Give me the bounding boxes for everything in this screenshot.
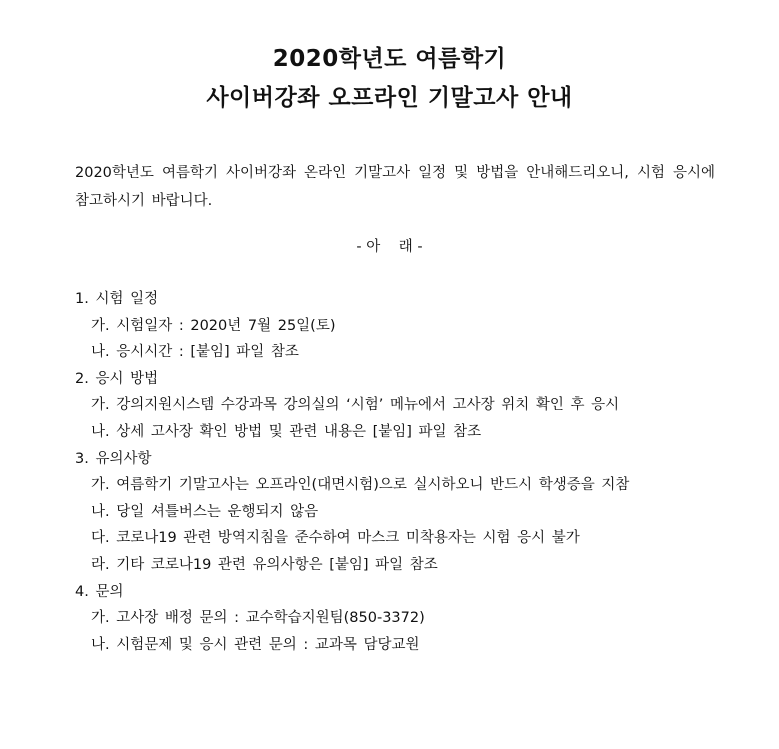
- section-item: 다. 코로나19 관련 방역지침을 준수하여 마스크 미착용자는 시험 응시 불가: [91, 530, 580, 547]
- section-contact: [75, 579, 755, 659]
- section-item: 나. 당일 셔틀버스는 운행되지 않음: [91, 503, 319, 520]
- title-line-2: 사이버강좌 오프라인 기말고사 안내: [206, 85, 573, 111]
- section-item: 나. 시험문제 및 응시 관련 문의 : 교과목 담당교원: [91, 636, 420, 653]
- section-method: [75, 366, 755, 446]
- title-block: [0, 40, 779, 118]
- section-item: 가. 강의지원시스템 수강과목 강의실의 ‘시험’ 메뉴에서 고사장 위치 확인 후 응시: [91, 397, 620, 414]
- section-item: 나. 응시시간 : [붙임] 파일 참조: [91, 344, 299, 361]
- section-heading: 2. 응시 방법: [75, 370, 159, 387]
- section-heading: 1. 시험 일정: [75, 291, 159, 307]
- section-item: 가. 여름학기 기말고사는 오프라인(대면시험)으로 실시하오니 반드시 학생증을 지참: [91, 477, 630, 494]
- separator-label: - 아 래 -: [356, 239, 423, 255]
- section-item: 가. 고사장 배정 문의 : 교수학습지원팀(850-3372): [91, 610, 425, 627]
- section-item: 라. 기타 코로나19 관련 유의사항은 [붙임] 파일 참조: [91, 556, 438, 573]
- section-item: 가. 시험일자 : 2020년 7월 25일(토): [91, 317, 336, 334]
- section-heading: 4. 문의: [75, 583, 124, 600]
- section-notes: [75, 446, 755, 579]
- section-schedule: [75, 286, 755, 366]
- notice-sections: [75, 286, 755, 658]
- section-heading: 3. 유의사항: [75, 450, 152, 467]
- intro-paragraph: 2020학년도 여름학기 사이버강좌 온라인 기말고사 일정 및 방법을 안내해드리오니, 시험 응시에 참고하시기 바랍니다.: [75, 165, 715, 209]
- title-line-1: 2020학년도 여름학기: [272, 46, 507, 72]
- section-item: 나. 상세 고사장 확인 방법 및 관련 내용은 [붙임] 파일 참조: [91, 423, 482, 440]
